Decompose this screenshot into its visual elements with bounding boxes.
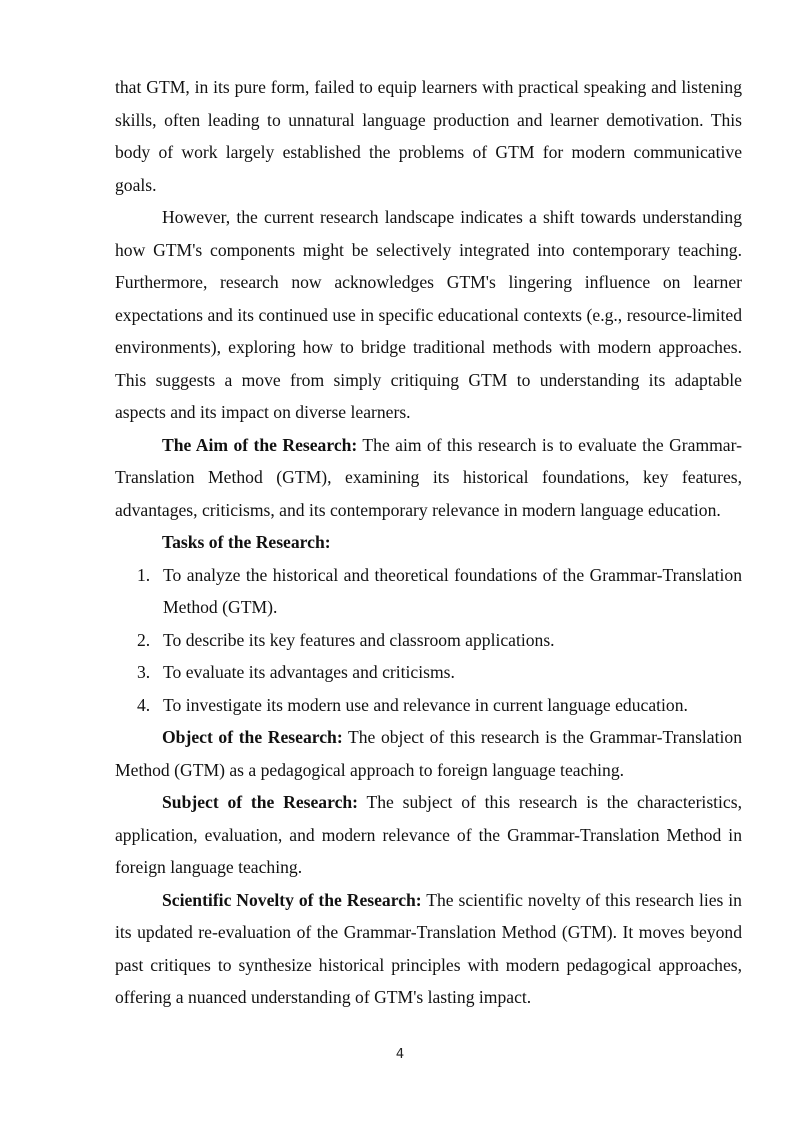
subject-heading: Subject of the Research: <box>162 792 359 812</box>
subject-paragraph <box>115 786 742 884</box>
document-page <box>115 71 742 1014</box>
however-paragraph: However, the current research landscape indicates a shift towards understanding how GTM's components might be selectively integrated into contemporary teaching. Furthermore, research now acknowledges GTM's lingering influence on learner expectations and its continued use in specific educational contexts (e.g., resource-limited environments), exploring how to bridge traditional methods with modern approaches. This suggests a move from simply critiquing GTM to understanding its adaptable aspects and its impact on diverse learners. <box>115 207 742 422</box>
list-item-number: 4. <box>137 694 151 715</box>
novelty-text: The scientific novelty of this research lies in its updated re-evaluation of the Grammar-Translation Method (GTM). It moves beyond past critiques to synthesize historical principles with modern pedagogical approaches, offering a nuanced understanding of GTM's lasting impact. <box>115 889 742 1007</box>
list-item-number: 2. <box>137 629 151 650</box>
list-item-text: To describe its key features and classroom applications. <box>163 629 555 650</box>
aim-heading: The Aim of the Research: <box>162 434 358 455</box>
object-paragraph <box>115 721 742 786</box>
list-item-text: To evaluate its advantages and criticisms. <box>163 662 455 682</box>
tasks-list <box>115 559 742 722</box>
list-item-text: To investigate its modern use and relevance in current language education. <box>163 694 688 715</box>
aim-paragraph <box>115 429 742 527</box>
intro-paragraph: that GTM, in its pure form, failed to equip learners with practical speaking and listening skills, often leading to unnatural language production and learner demotivation. This body of work largely established the problems of GTM for modern communicative goals. <box>115 77 742 195</box>
tasks-heading: Tasks of the Research: <box>162 532 331 552</box>
novelty-heading: Scientific Novelty of the Research: <box>162 889 422 910</box>
page-number: 4 <box>395 1047 405 1062</box>
object-heading: Object of the Research: <box>162 727 343 747</box>
list-item-text: To analyze the historical and theoretical foundations of the Grammar-Translation Method (GTM). <box>163 564 742 617</box>
novelty-paragraph <box>115 884 742 1014</box>
list-item-number: 3. <box>137 662 151 682</box>
object-text: The object of this research is the Grammar-Translation Method (GTM) as a pedagogical approach to foreign language teaching. <box>115 727 742 780</box>
list-item-number: 1. <box>137 564 151 585</box>
list-item <box>115 656 742 689</box>
aim-text: The aim of this research is to evaluate the Grammar-Translation Method (GTM), examining its historical foundations, key features, advantages, criticisms, and its contemporary relevance in modern language education. <box>115 434 742 520</box>
subject-text: The subject of this research is the characteristics, application, evaluation, and modern relevance of the Grammar-Translation Method in foreign language teaching. <box>115 792 742 877</box>
list-item <box>115 559 742 624</box>
list-item <box>115 624 742 657</box>
list-item <box>115 689 742 722</box>
